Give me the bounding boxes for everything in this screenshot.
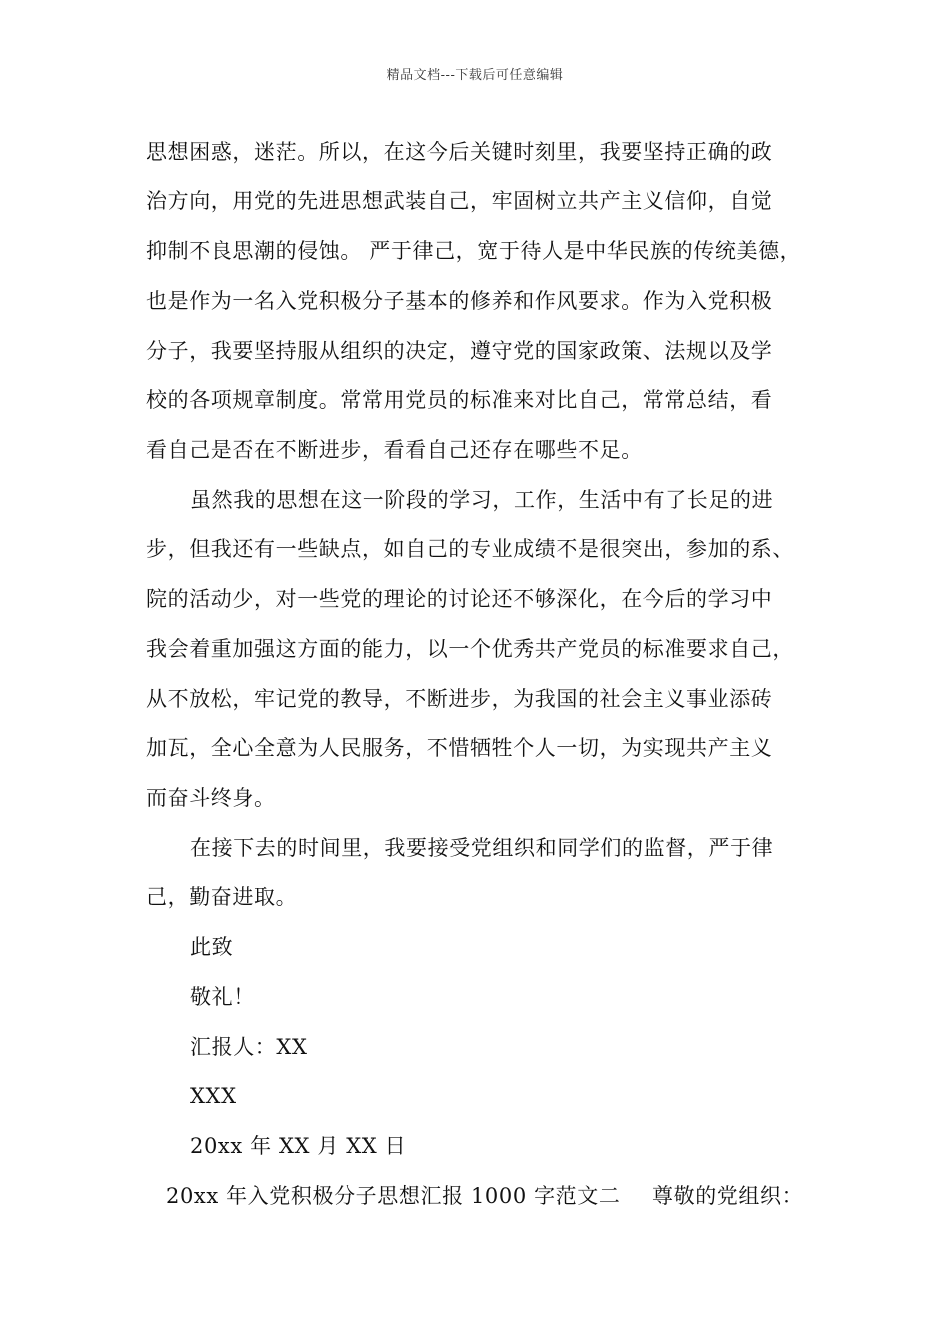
text-line: 步，但我还有一些缺点，如自己的专业成绩不是很突出，参加的系、 bbox=[146, 537, 794, 561]
closing-regards: 敬礼！ bbox=[190, 985, 255, 1009]
text-line: 己，勤奋进取。 bbox=[146, 885, 298, 909]
text-line: 校的各项规章制度。常常用党员的标准来对比自己，常常总结，看 bbox=[146, 388, 773, 412]
closing-salutation: 此致 bbox=[190, 935, 234, 959]
page-header: 精品文档---下载后可任意编辑 bbox=[386, 68, 564, 83]
text-line: 治方向，用党的先进思想武装自己，牢固树立共产主义信仰，自觉 bbox=[146, 189, 773, 213]
text-line: 而奋斗终身。 bbox=[146, 786, 276, 810]
reporter-name: XXX bbox=[190, 1084, 237, 1108]
section-greeting: 尊敬的党组织： bbox=[652, 1184, 804, 1208]
text-line: 分子，我要坚持服从组织的决定，遵守党的国家政策、法规以及学 bbox=[146, 339, 773, 363]
text-line: 抑制不良思潮的侵蚀。 严于律己，宽于待人是中华民族的传统美德， bbox=[146, 239, 802, 263]
text-line: 在接下去的时间里，我要接受党组织和同学们的监督，严于律 bbox=[190, 836, 774, 860]
text-line: 思想困惑，迷茫。所以，在这今后关键时刻里，我要坚持正确的政 bbox=[146, 140, 773, 164]
text-line: 虽然我的思想在这一阶段的学习，工作，生活中有了长足的进 bbox=[190, 488, 774, 512]
report-date: 20xx 年 XX 月 XX 日 bbox=[190, 1134, 407, 1158]
text-line: 也是作为一名入党积极分子基本的修养和作风要求。作为入党积极 bbox=[146, 289, 773, 313]
reporter-line: 汇报人：XX bbox=[190, 1035, 308, 1059]
text-line: 从不放松，牢记党的教导，不断进步，为我国的社会主义事业添砖 bbox=[146, 687, 773, 711]
text-line: 我会着重加强这方面的能力，以一个优秀共产党员的标准要求自己， bbox=[146, 637, 794, 661]
text-line: 看自己是否在不断进步，看看自己还存在哪些不足。 bbox=[146, 438, 643, 462]
text-line: 加瓦，全心全意为人民服务，不惜牺牲个人一切，为实现共产主义 bbox=[146, 736, 773, 760]
text-line: 院的活动少，对一些党的理论的讨论还不够深化，在今后的学习中 bbox=[146, 587, 773, 611]
section-title: 20xx 年入党积极分子思想汇报 1000 字范文二 bbox=[166, 1184, 621, 1208]
